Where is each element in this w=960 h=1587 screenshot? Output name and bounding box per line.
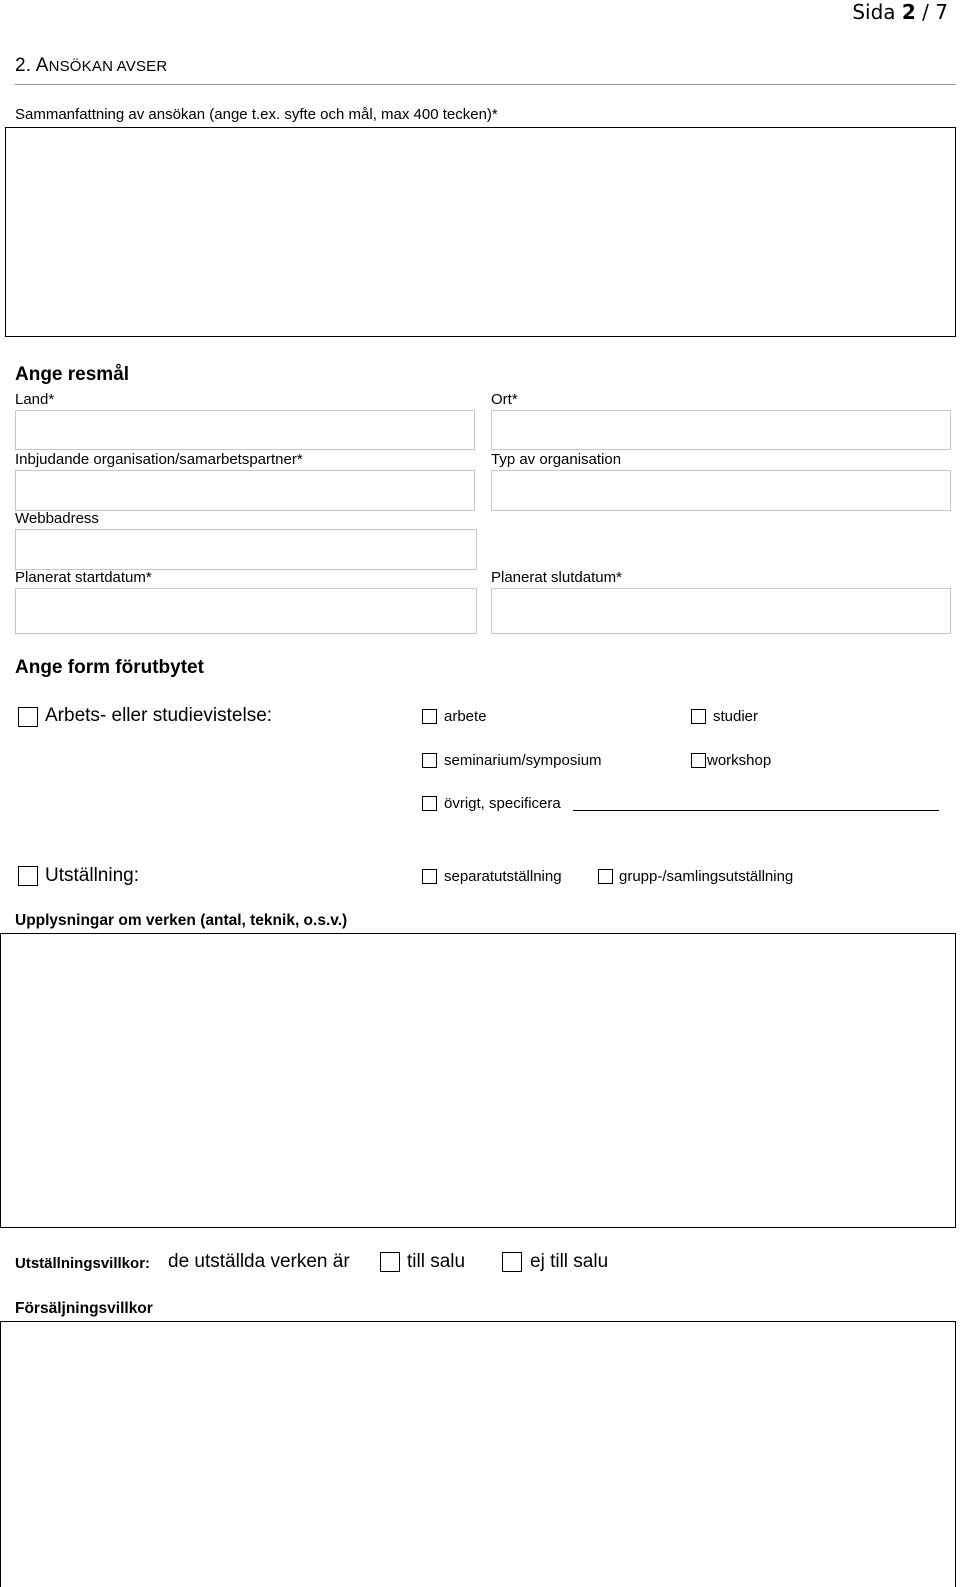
section-divider [15, 84, 956, 85]
end-date-input[interactable] [491, 588, 951, 634]
web-input[interactable] [15, 529, 477, 570]
other-checkbox[interactable] [422, 796, 437, 811]
group-checkbox[interactable] [598, 869, 613, 884]
separate-label: separatutställning [444, 868, 562, 885]
studies-label: studier [713, 708, 759, 725]
ort-input[interactable] [491, 410, 951, 450]
start-date-label: Planerat startdatum* [15, 569, 152, 586]
conditions-text: de utställda verken är [168, 1251, 350, 1272]
exhibition-label: Utställning: [45, 865, 139, 886]
conditions-label: Utställningsvillkor: [15, 1255, 151, 1272]
destination-heading: Ange resmål [15, 364, 130, 385]
end-date-label: Planerat slutdatum* [491, 569, 622, 586]
land-input[interactable] [15, 410, 475, 450]
page-separator: / [922, 0, 929, 24]
group-label: grupp-/samlingsutställning [619, 868, 794, 885]
not-for-sale-label: ej till salu [530, 1251, 609, 1272]
page-current: 2 [901, 0, 916, 24]
for-sale-label: till salu [407, 1251, 466, 1272]
stay-checkbox[interactable] [18, 707, 38, 727]
section-number: 2. [15, 55, 32, 76]
sales-textarea[interactable] [0, 1321, 956, 1587]
workshop-label: workshop [707, 752, 772, 769]
works-label: Upplysningar om verken (antal, teknik, o.s.v.) [15, 912, 348, 929]
start-date-input[interactable] [15, 588, 477, 634]
seminar-checkbox[interactable] [422, 753, 437, 768]
exchange-heading: Ange form förutbytet [15, 657, 204, 678]
stay-label: Arbets- eller studievistelse: [45, 705, 273, 726]
workshop-checkbox[interactable] [691, 753, 706, 768]
work-checkbox[interactable] [422, 709, 437, 724]
org-label: Inbjudande organisation/samarbetspartner* [15, 451, 303, 468]
not-for-sale-checkbox[interactable] [502, 1252, 522, 1272]
section-title [15, 55, 167, 77]
ort-label: Ort* [491, 391, 518, 408]
page-prefix: Sida [852, 0, 896, 24]
section-title-first: A [35, 55, 49, 76]
org-input[interactable] [15, 470, 475, 511]
web-label: Webbadress [15, 510, 99, 527]
section-title-rest: NSÖKAN AVSER [48, 58, 168, 75]
page-total: 7 [935, 0, 948, 24]
exhibition-checkbox[interactable] [18, 866, 38, 886]
seminar-label: seminarium/symposium [444, 752, 602, 769]
work-label: arbete [444, 708, 487, 725]
separate-checkbox[interactable] [422, 869, 437, 884]
for-sale-checkbox[interactable] [380, 1252, 400, 1272]
page-number [852, 0, 948, 24]
summary-label: Sammanfattning av ansökan (ange t.ex. syfte och mål, max 400 tecken)* [15, 106, 498, 123]
org-type-label: Typ av organisation [491, 451, 622, 468]
land-label: Land* [15, 391, 55, 408]
works-textarea[interactable] [0, 933, 956, 1228]
summary-textarea[interactable] [5, 127, 956, 337]
other-specify-line[interactable] [573, 810, 939, 811]
sales-label: Försäljningsvillkor [15, 1300, 153, 1317]
studies-checkbox[interactable] [691, 709, 706, 724]
org-type-input[interactable] [491, 470, 951, 511]
other-label: övrigt, specificera [444, 795, 561, 812]
